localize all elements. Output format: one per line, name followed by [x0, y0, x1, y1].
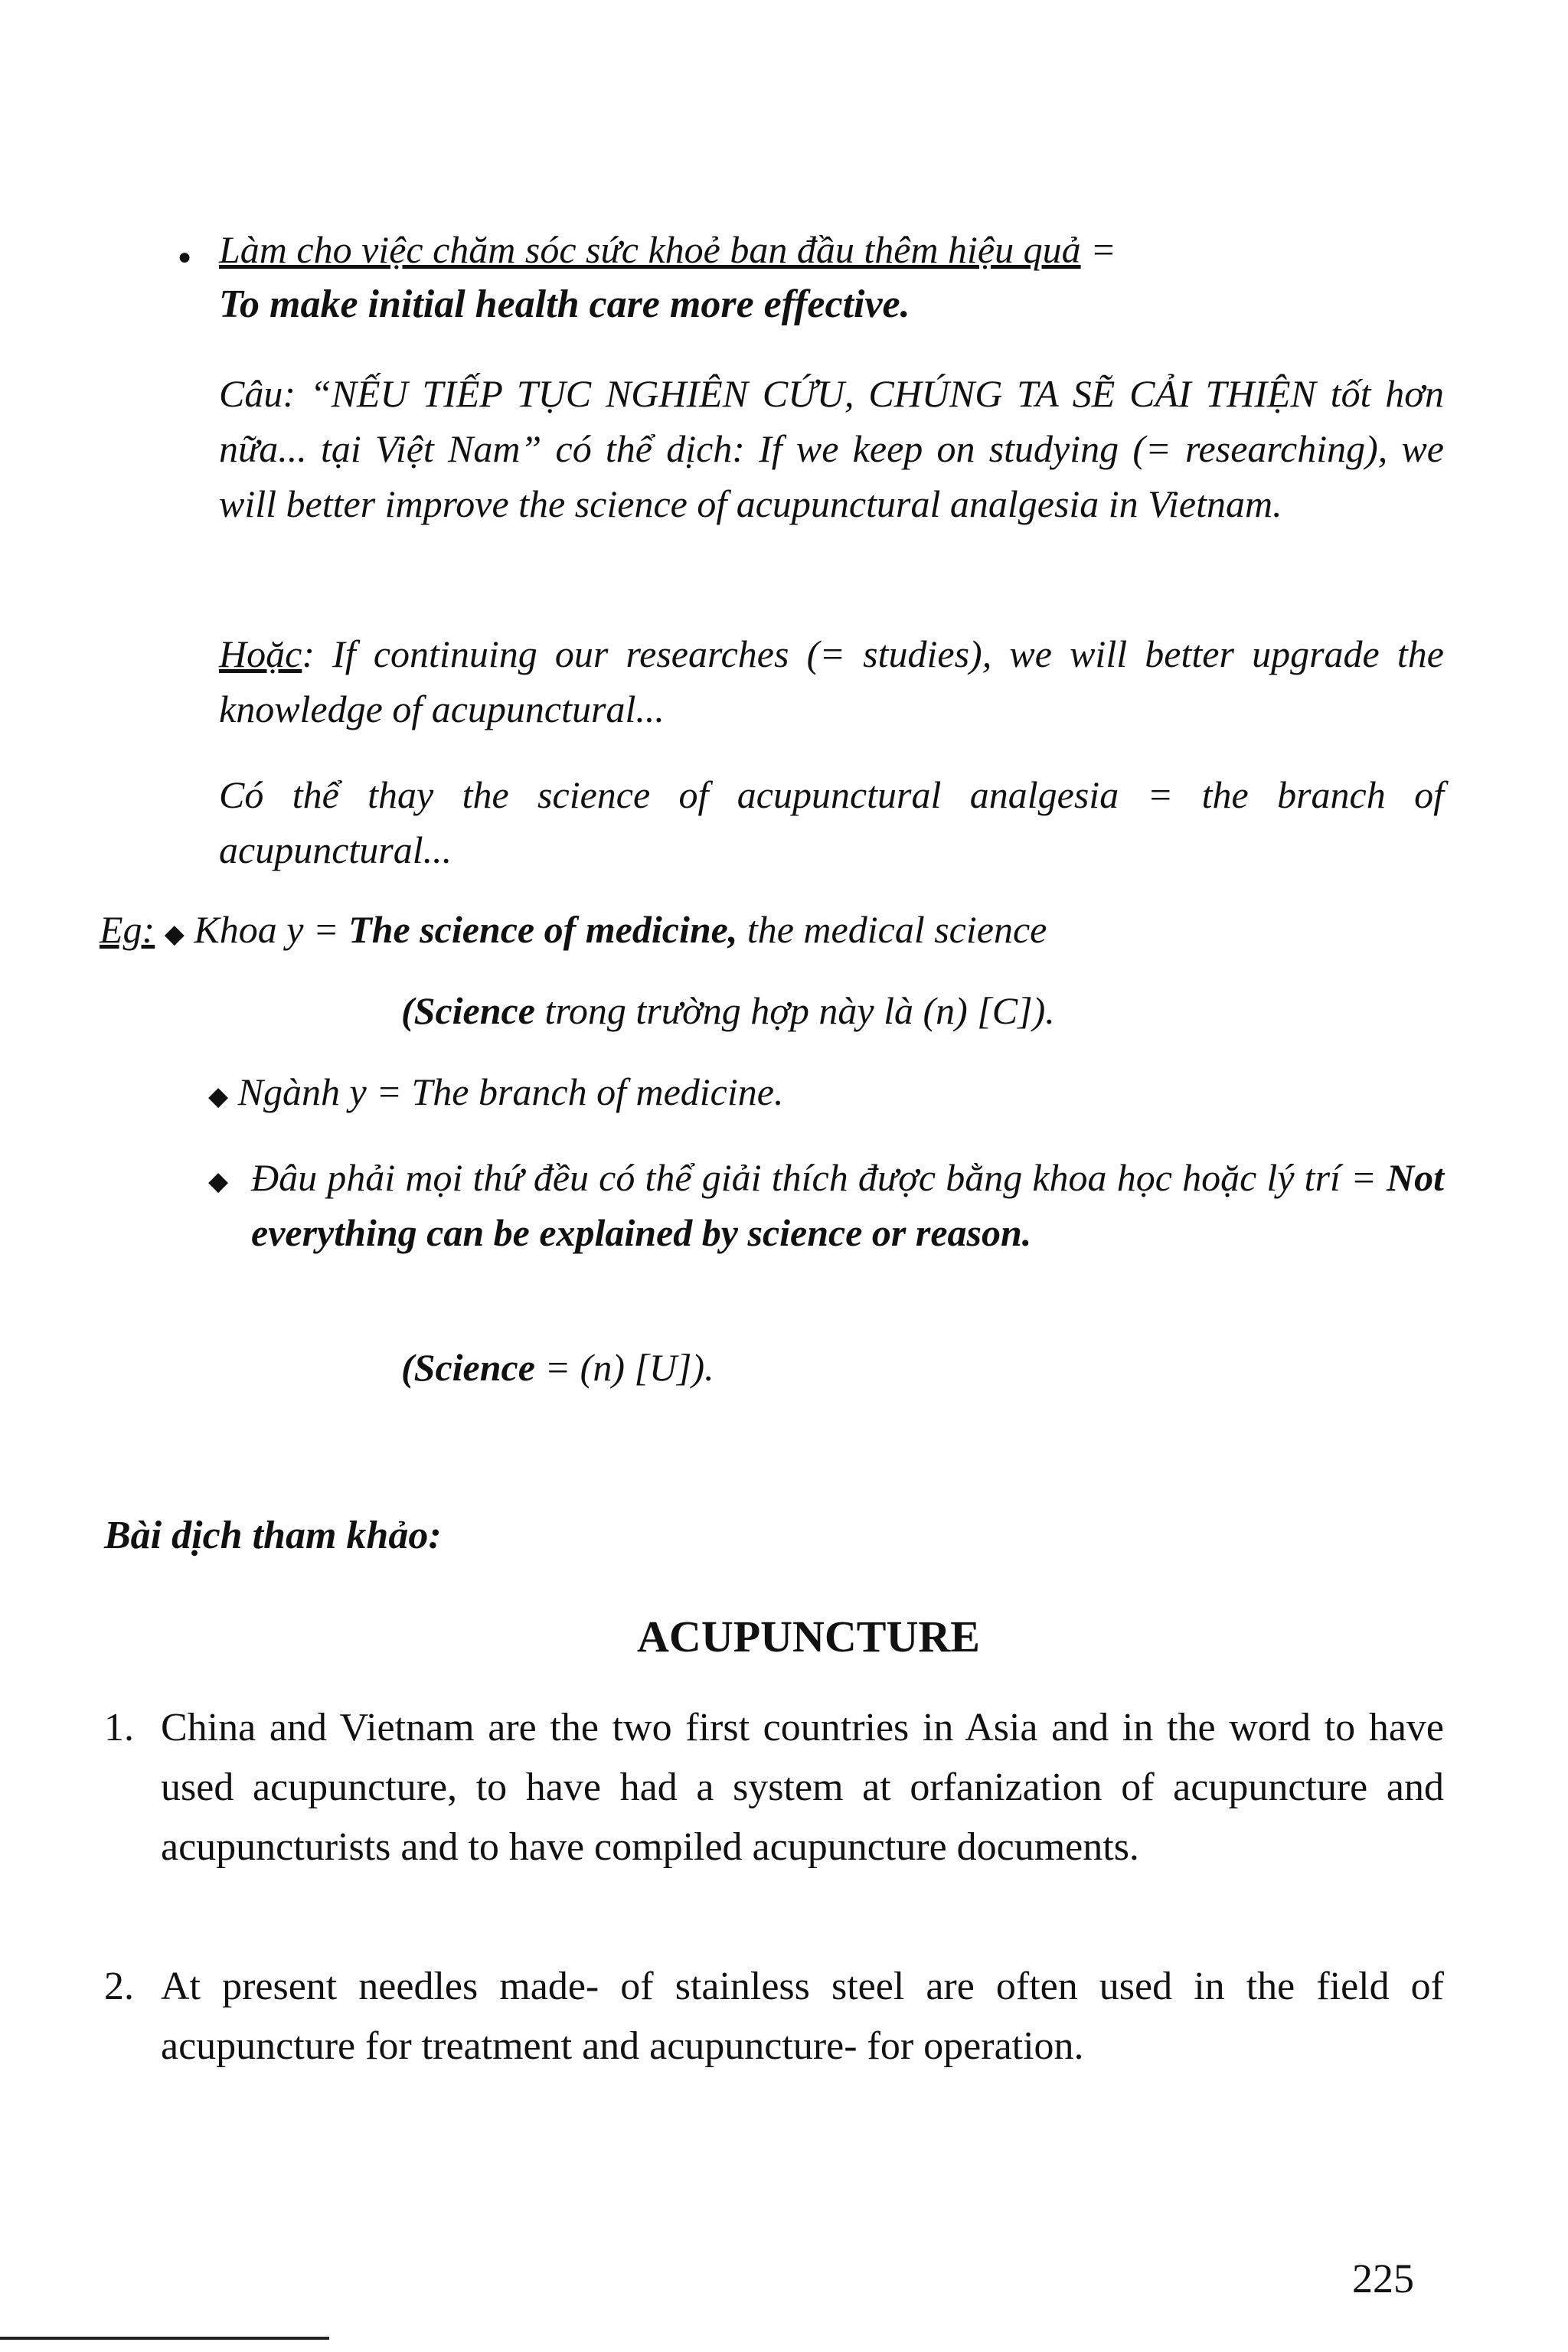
equals-sign: = — [1090, 228, 1116, 271]
example-3-note — [401, 1340, 1167, 1395]
hoac-text: : If continuing our researches (= studies), we will better upgrade the knowledge of acupunctural... — [219, 632, 1444, 730]
example-1-vi: Khoa y = — [194, 908, 349, 951]
example-3-note-text: = (n) [U]). — [534, 1346, 714, 1389]
paragraph-cau: Câu: “NẾU TIẾP TỤC NGHIÊN CỨU, CHÚNG TA SẼ CẢI THIỆN tốt hơn nữa... tại Việt Nam” có thể dịch: If we keep on studying (= researching), we will better improve the science of acupunctural analgesia in Vietnam. — [219, 372, 1444, 525]
paragraph-co-the-thay: Có thể thay the science of acupunctural analgesia = the branch of acupunctural... — [219, 773, 1444, 871]
item-1-number: 1. — [104, 1706, 134, 1749]
example-1-note-science: (Science — [401, 989, 535, 1032]
example-1-en: the medical science — [737, 908, 1047, 951]
item-2-number: 2. — [104, 1965, 134, 2008]
bullet-vietnamese-text: Làm cho việc chăm sóc sức khoẻ ban đầu thêm hiệu quả — [219, 228, 1081, 271]
example-1 — [100, 902, 1447, 962]
example-2 — [208, 1064, 1433, 1125]
example-1-note — [401, 983, 1396, 1038]
bullet-dot-icon: ● — [178, 244, 192, 270]
hoac-label: Hoặc — [219, 632, 302, 675]
diamond-bullet-icon: ◆ — [208, 1083, 229, 1111]
example-3-note-science: (Science — [401, 1346, 535, 1389]
bottom-rule — [0, 2337, 329, 2340]
item-2-text: At present needles made- of stainless steel are often used in the field of acupuncture for treatment and acupuncture- for operation. — [161, 1965, 1444, 2068]
translation-label: Bài dịch tham khảo: — [104, 1514, 442, 1557]
example-3-en: Not everything can be explained by science or reason. — [251, 1156, 1444, 1254]
diamond-bullet-icon: ◆ — [208, 1168, 229, 1196]
bullet-english-text: To make initial health care more effective. — [219, 283, 910, 326]
paragraph-hoac — [219, 626, 1444, 737]
example-3-vi: Đâu phải mọi thứ đều có thể giải thích được bằng khoa học hoặc lý trí = — [251, 1156, 1387, 1199]
example-2-text: Ngành y = The branch of medicine. — [237, 1070, 784, 1113]
diamond-bullet-icon: ◆ — [164, 920, 185, 949]
bullet-item-health-care — [219, 222, 1444, 332]
section-title: ACUPUNCTURE — [637, 1612, 980, 1661]
example-3 — [251, 1150, 1444, 1260]
eg-label: Eg: — [100, 908, 155, 951]
example-1-en-bold: The science of medicine, — [348, 908, 738, 951]
page-number: 225 — [1352, 2256, 1414, 2301]
example-1-note-text: trong trường hợp này là (n) [C]). — [534, 989, 1055, 1032]
item-1-text: China and Vietnam are the two first countries in Asia and in the word to have used acupuncture, to have had a system at orfanization of acupuncture and acupuncturists and to have compiled acupuncture documents. — [161, 1706, 1444, 1869]
